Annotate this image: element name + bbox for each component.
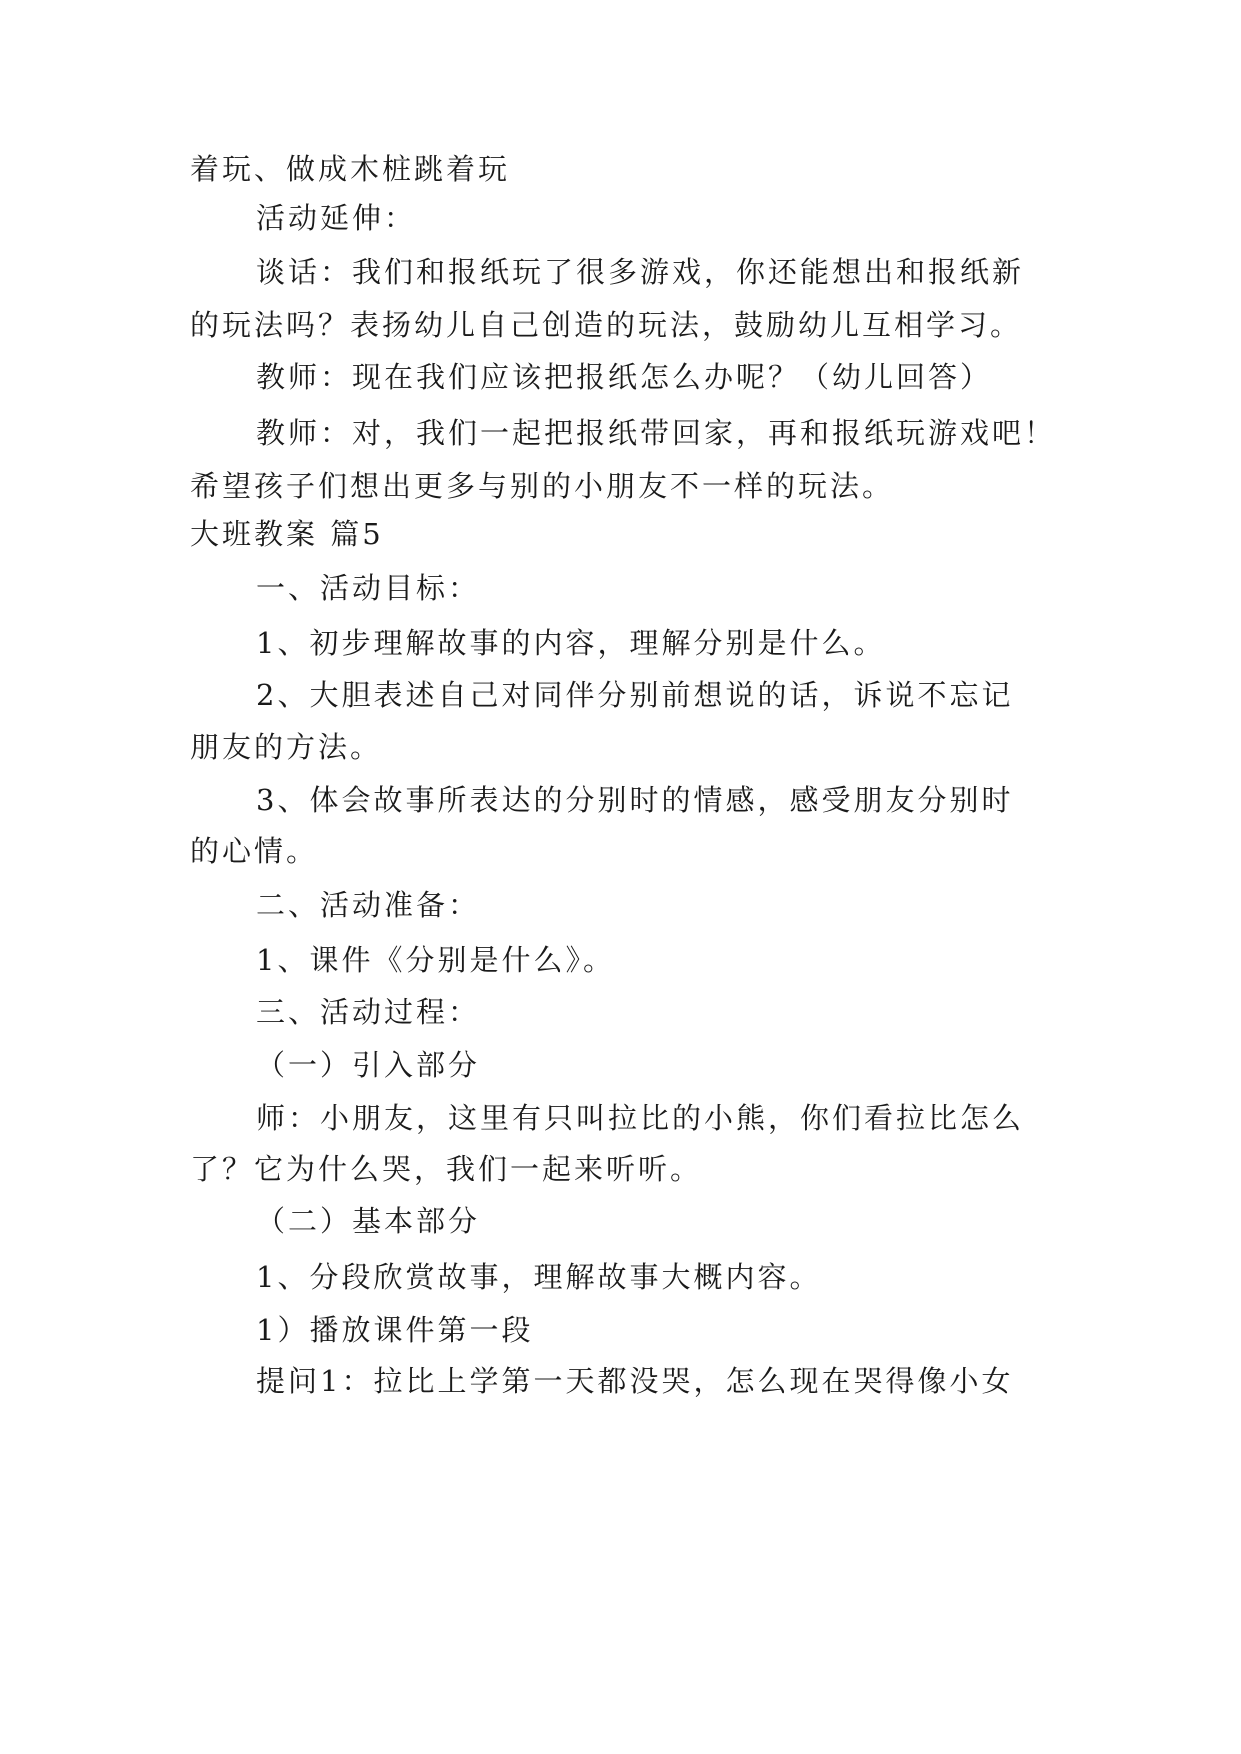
text-line: 了？它为什么哭，我们一起来听听。 (190, 1152, 703, 1186)
text-line: 着玩、做成木桩跳着玩 (190, 152, 511, 186)
text-line: 朋友的方法。 (190, 730, 383, 764)
text-line: 1、课件《分别是什么》。 (256, 943, 615, 977)
text-line: （一）引入部分 (256, 1048, 481, 1082)
text-line: 教师：对，我们一起把报纸带回家，再和报纸玩游戏吧！ (256, 416, 1057, 450)
text-line: （二）基本部分 (256, 1204, 481, 1238)
text-line: 谈话：我们和报纸玩了很多游戏，你还能想出和报纸新 (256, 255, 1025, 289)
text-line: 2、大胆表述自己对同伴分别前想说的话，诉说不忘记 (256, 678, 1014, 712)
text-line: 3、体会故事所表达的分别时的情感，感受朋友分别时 (256, 783, 1014, 817)
text-line: 活动延伸： (256, 201, 417, 235)
text-line: 三、活动过程： (256, 995, 481, 1029)
text-line: 师：小朋友，这里有只叫拉比的小熊，你们看拉比怎么 (256, 1101, 1025, 1135)
text-line: 一、活动目标： (256, 571, 481, 605)
text-line: 的心情。 (190, 834, 319, 868)
text-line: 1、分段欣赏故事，理解故事大概内容。 (256, 1260, 822, 1294)
text-line: 的玩法吗？表扬幼儿自己创造的玩法，鼓励幼儿互相学习。 (190, 308, 1023, 342)
text-line: 1）播放课件第一段 (256, 1313, 534, 1347)
text-line: 二、活动准备： (256, 888, 481, 922)
text-line: 提问1：拉比上学第一天都没哭，怎么现在哭得像小女 (256, 1364, 1014, 1398)
text-line: 教师：现在我们应该把报纸怎么办呢？（幼儿回答） (256, 360, 993, 394)
section-heading: 大班教案 篇5 (190, 517, 384, 551)
text-line: 1、初步理解故事的内容，理解分别是什么。 (256, 626, 886, 660)
text-line: 希望孩子们想出更多与别的小朋友不一样的玩法。 (190, 469, 895, 503)
